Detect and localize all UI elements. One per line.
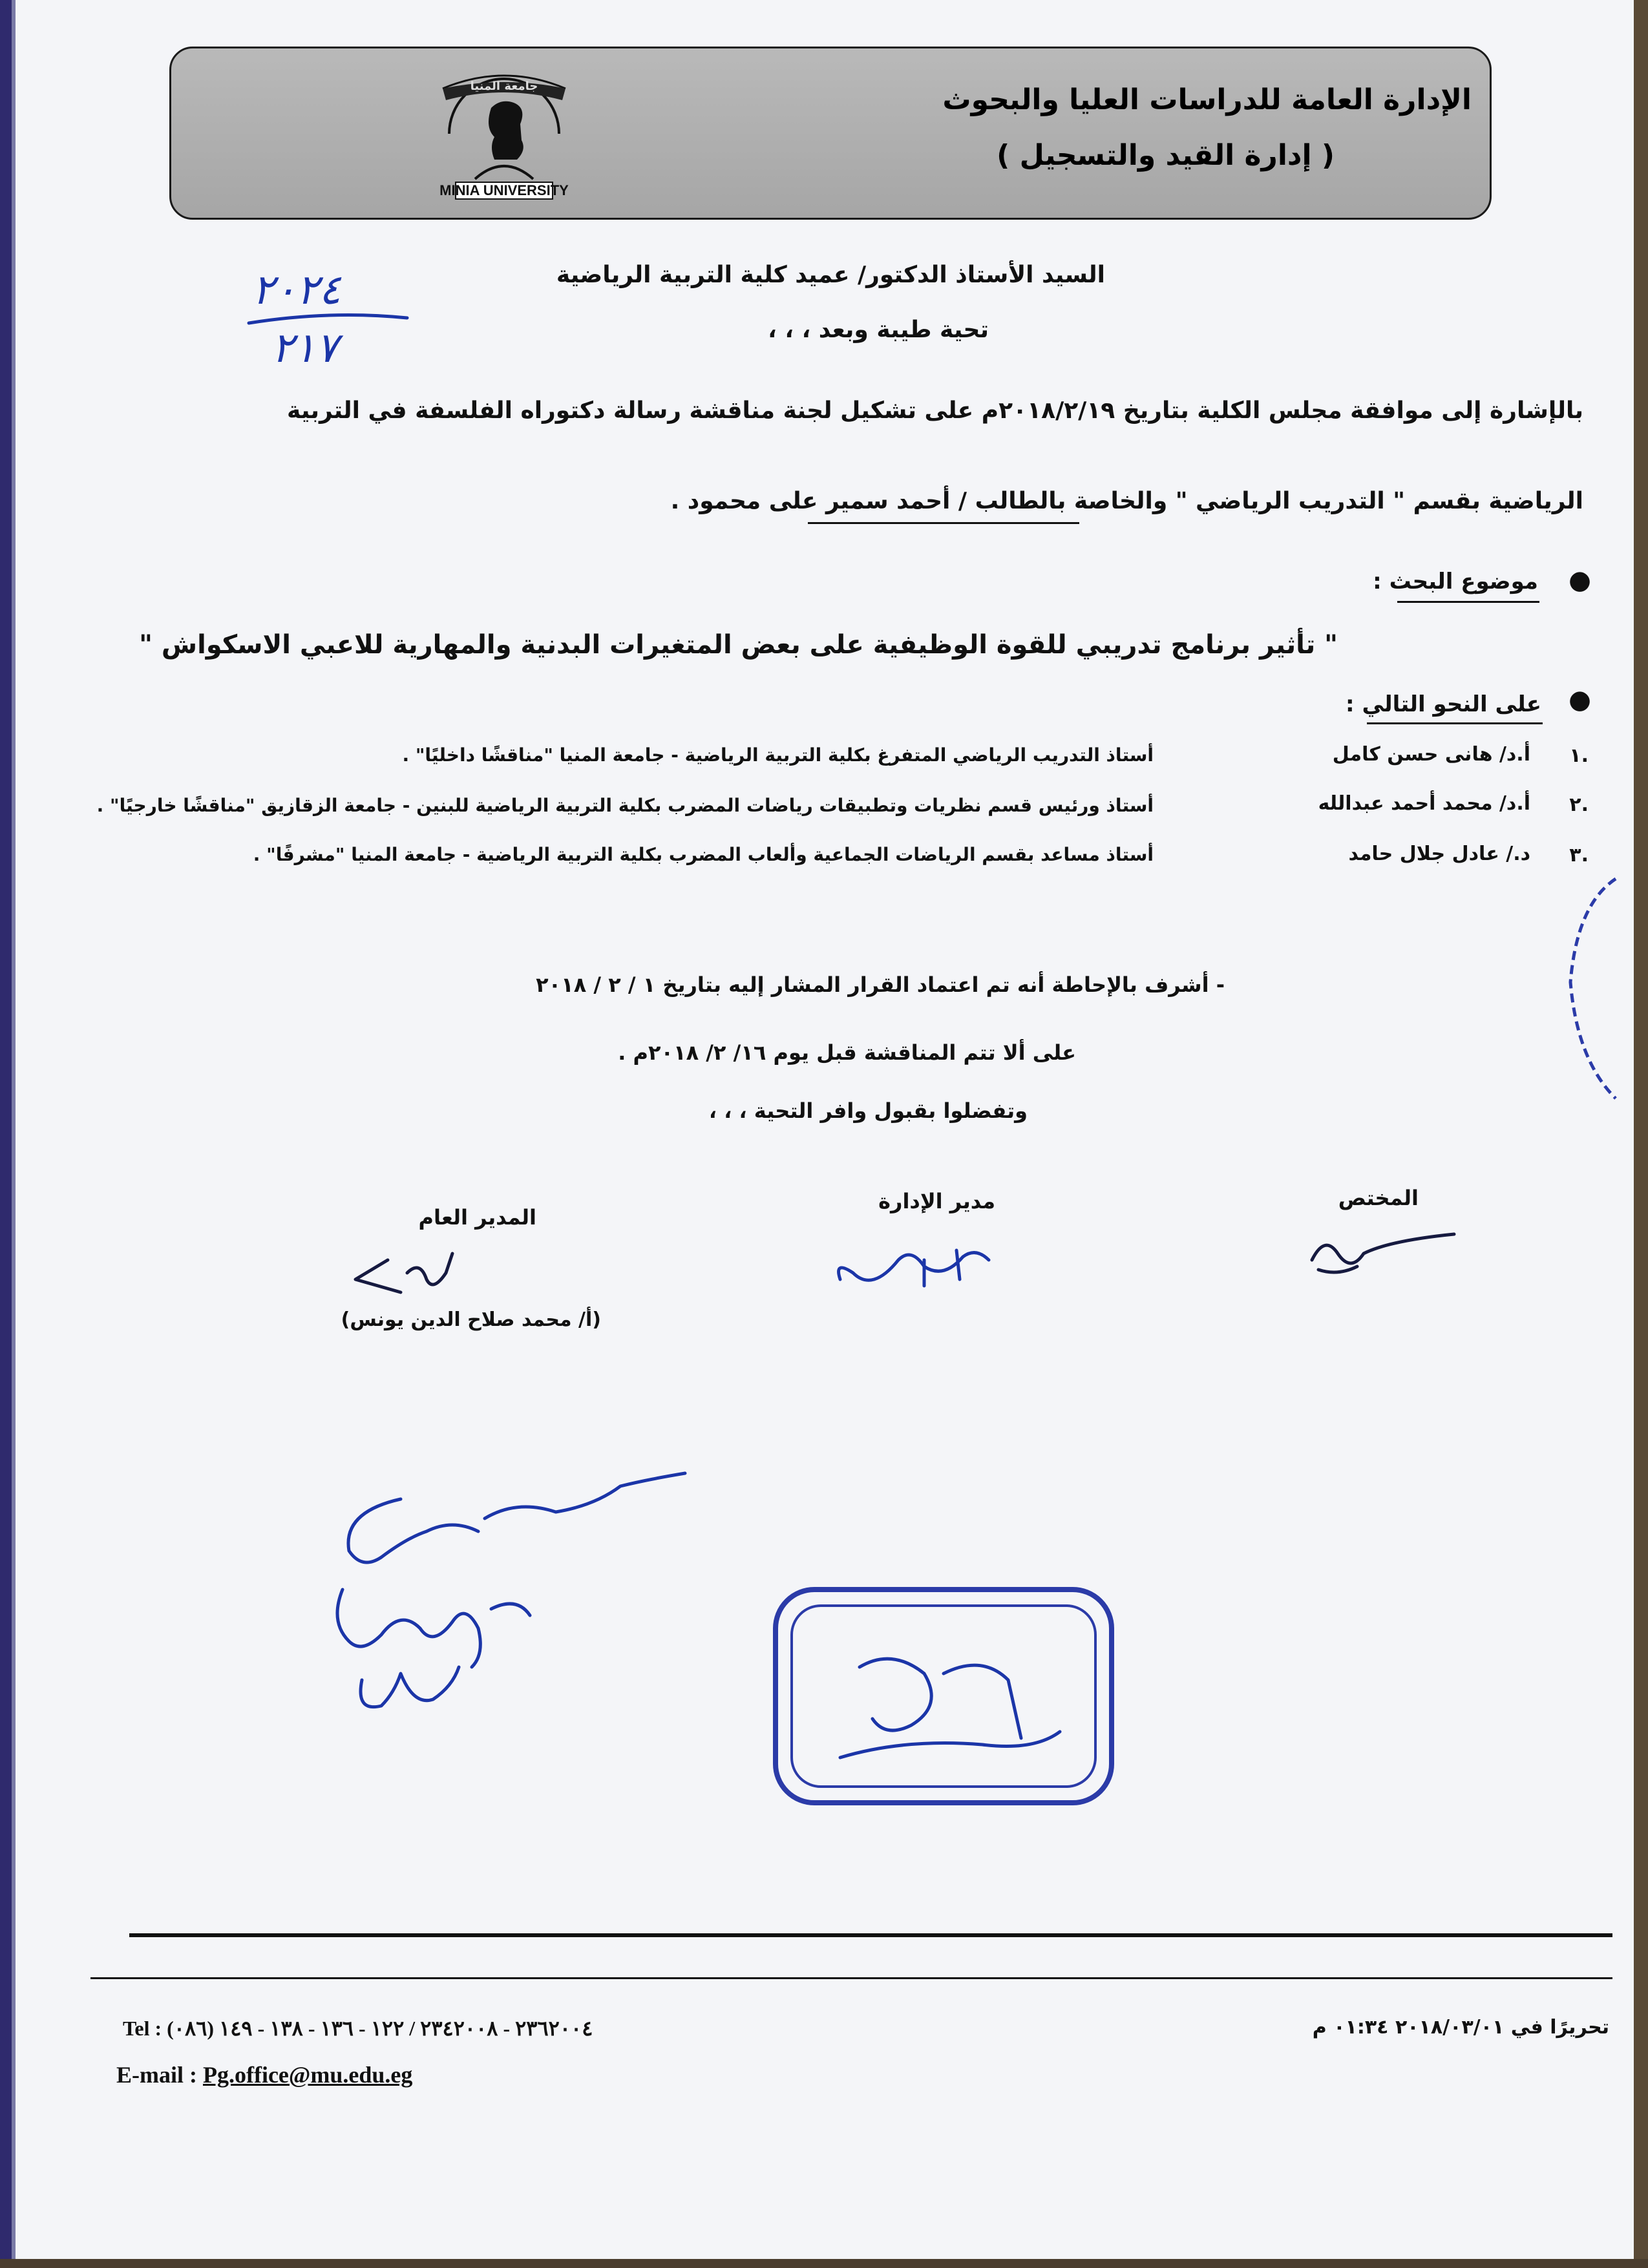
scan-edge-right [1634, 0, 1648, 2268]
general-director-signature [349, 1234, 478, 1305]
handwritten-ref-number [246, 265, 414, 368]
bullet-icon: ● [1569, 565, 1591, 595]
ref-line2: ٢١٧ [271, 324, 339, 368]
specialist-signature [1299, 1215, 1467, 1286]
member-description: أستاذ ورئيس قسم نظريات وتطبيقات رياضات المضرب بكلية التربية الرياضية للبنين - جامعة الزقازيق "مناقشًا خارجيًا" . [96, 795, 1154, 816]
letterhead [169, 47, 1492, 220]
scan-edge-left-shadow [12, 0, 16, 2268]
letterhead-subtitle: ( إدارة القيد والتسجيل ) [997, 139, 1335, 172]
logo-arabic-text: جامعة المنيا [470, 79, 538, 93]
student-name-underline [808, 522, 1079, 524]
email-label: E-mail : [116, 2062, 203, 2088]
admin-director-signature [827, 1221, 1021, 1305]
student-name: أحمد سمير على محمود . [670, 488, 951, 514]
member-description: أستاذ مساعد بقسم الرياضات الجماعية وألعاب المضرب بكلية التربية الرياضية - جامعة المنيا "مشرفًا" . [253, 844, 1154, 865]
footer-email [116, 2061, 412, 2088]
committee-list-label: على النحو التالي : [1346, 691, 1541, 717]
topic-label-underline [1397, 601, 1539, 603]
footer-rule-top [129, 1933, 1612, 1937]
footer-rule-bottom [90, 1977, 1612, 1979]
member-number: ٣. [1569, 844, 1589, 866]
general-director-title: المدير العام [418, 1205, 536, 1230]
scan-edge-bottom [0, 2259, 1648, 2268]
admin-director-title: مدير الإدارة [878, 1189, 995, 1213]
minia-university-logo [430, 63, 578, 205]
scan-edge-left [0, 0, 12, 2268]
general-director-name: (أ/ محمد صلاح الدين يونس) [341, 1308, 601, 1331]
greeting: تحية طيبة وبعد ، ، ، [768, 317, 989, 343]
member-name: أ.د/ محمد أحمد عبدالله [1318, 792, 1530, 815]
discussion-date-note: على ألا تتم المناقشة قبل يوم ١٦/ ٢/ ٢٠١٨م . [618, 1040, 1076, 1065]
approval-note: - أشرف بالإحاطة أنه تم اعتماد القرار المشار إليه بتاريخ ١ / ٢ / ٢٠١٨ [536, 972, 1225, 997]
paragraph-line1: بالإشارة إلى موافقة مجلس الكلية بتاريخ ٢٠١٨/٢/١٩م على تشكيل لجنة مناقشة رسالة دكتوراه الفلسفة في التربية [287, 397, 1583, 424]
paragraph-line2-prefix: الرياضية بقسم " التدريب الرياضي " والخاصة بالطالب / [950, 488, 1583, 514]
committee-list-label-underline [1367, 722, 1543, 724]
ref-line1: ٢٠٢٤ [252, 266, 341, 314]
specialist-title: المختص [1338, 1186, 1419, 1210]
research-topic-title: " تأثير برنامج تدريبي للقوة الوظيفية على بعض المتغيرات البدنية والمهارية للاعبي الاسكواش " [139, 630, 1338, 660]
closing-greeting: وتفضلوا بقبول وافر التحية ، ، ، [708, 1098, 1028, 1123]
member-number: ١. [1569, 744, 1589, 767]
official-stamp [763, 1577, 1125, 1816]
member-name: أ.د/ هانى حسن كامل [1332, 743, 1530, 766]
member-number: ٢. [1569, 793, 1589, 816]
bullet-icon: ● [1569, 685, 1591, 715]
footer-phone: Tel : (٠٨٦) ٢٣٦٢٠٠٤ - ٢٣٤٢٠٠٨ / ١٢٢ - ١٣٦ - ١٣٨ - ١٤٩ [123, 2017, 593, 2040]
printed-timestamp: تحريرًا في ٢٠١٨/٠٣/٠١ ٠١:٣٤ م [1312, 2016, 1609, 2039]
letterhead-title: الإدارة العامة للدراسات العليا والبحوث [942, 83, 1472, 116]
addressee: السيد الأستاذ الدكتور/ عميد كلية التربية الرياضية [556, 262, 1105, 288]
email-link[interactable]: Pg.office@mu.edu.eg [202, 2062, 413, 2088]
member-description: أستاذ التدريب الرياضي المتفرغ بكلية التربية الرياضية - جامعة المنيا "مناقشًا داخليًا" . [402, 744, 1154, 766]
handwritten-annotation [323, 1460, 724, 1745]
partial-stamp-edge [1551, 866, 1629, 1111]
member-name: د./ عادل جلال حامد [1348, 843, 1530, 865]
topic-label: موضوع البحث : [1373, 569, 1538, 594]
logo-english-text: MINIA UNIVERSITY [439, 182, 569, 198]
paragraph-line2 [671, 488, 1583, 514]
